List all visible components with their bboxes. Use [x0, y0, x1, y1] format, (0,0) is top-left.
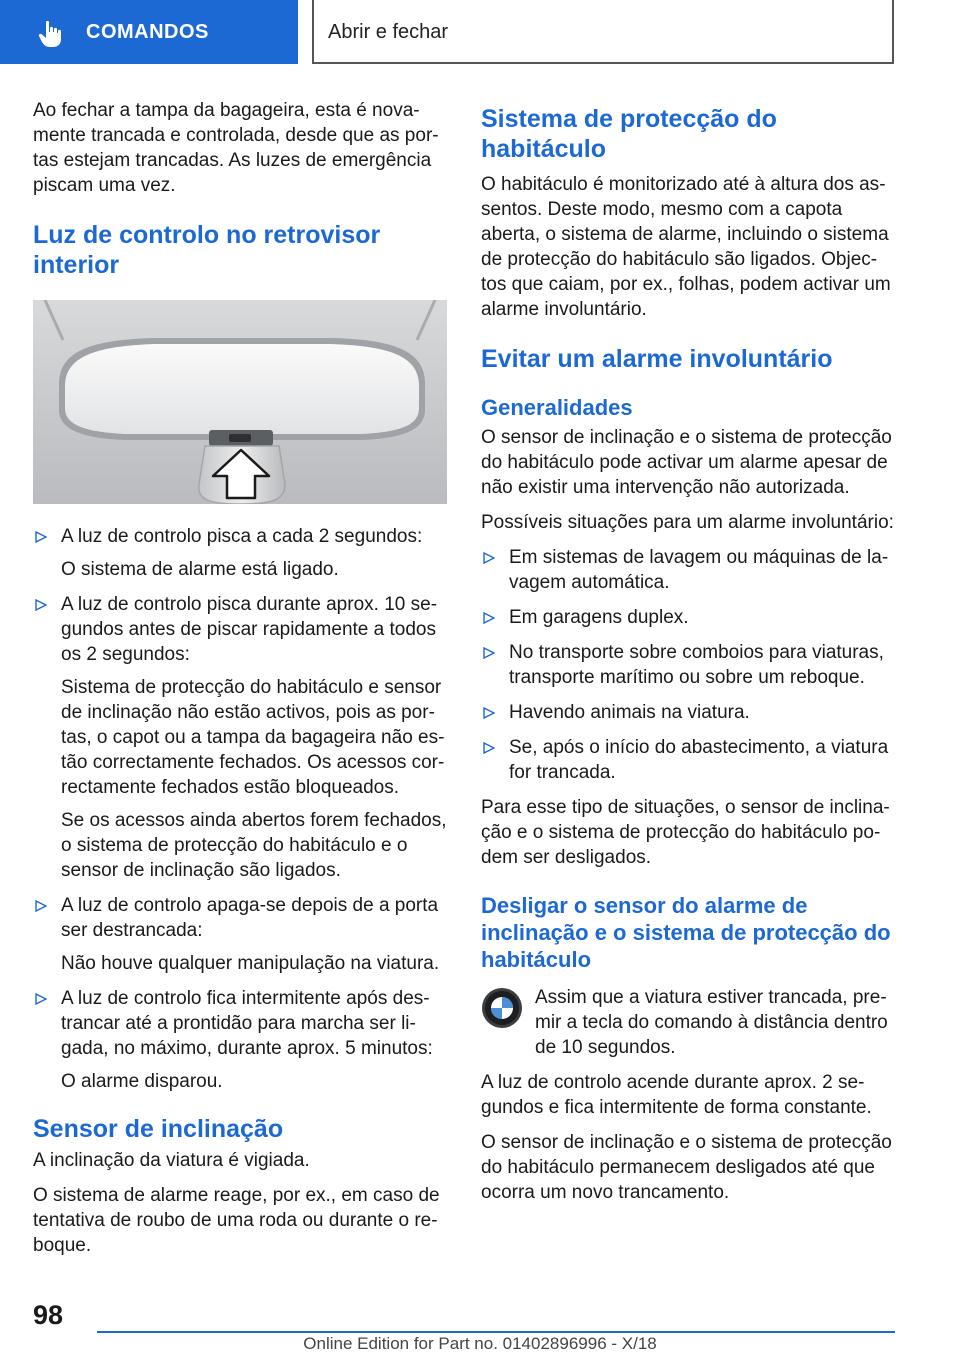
list-item-text: Havendo animais na viatura. — [509, 702, 750, 723]
list-item-text: Se os acessos ainda abertos forem fechados, o sistema de protecção do habitáculo e o sensor de inclinação são ligados. — [61, 810, 447, 881]
triangle-bullet-icon — [35, 993, 47, 1005]
triangle-bullet-icon — [35, 900, 47, 912]
list-item-text: A luz de controlo pisca durante aprox. 10 segundos antes de piscar rapidamente a todos os 2 segundos: — [61, 594, 438, 665]
switch-paragraph-3: O sensor de inclinação e o sistema de protecção do habitáculo permanecem desligados até que ocorra um novo trancamento. — [481, 1132, 892, 1203]
list-item-text: O alarme disparou. — [61, 1071, 223, 1092]
triangle-bullet-icon — [483, 612, 495, 624]
list-item-text: O sistema de alarme está ligado. — [61, 559, 339, 580]
triangle-bullet-icon — [35, 531, 47, 543]
list-item — [33, 893, 447, 976]
false-alarm-list — [481, 545, 895, 785]
heading-avoid-alarm: Evitar um alarme involuntário — [481, 345, 833, 373]
list-item-text: A luz de controlo fica intermitente após destrancar até a prontidão para marcha ser ligada, no máximo, durante aprox. 5 minutos: — [61, 988, 433, 1059]
list-item — [481, 640, 895, 690]
right-column — [481, 98, 895, 1215]
switch-paragraph-1: Assim que a viatura estiver trancada, premir a tecla do comando à distância dentro de 10 segundos. — [535, 987, 888, 1058]
list-item-text: No transporte sobre comboios para viaturas, transporte marítimo ou sobre um reboque. — [509, 642, 884, 688]
subheading-switch-off: Desligar o sensor do alarme de inclinação e o sistema de protecção do habitáculo — [481, 893, 891, 972]
general-paragraph-2: Possíveis situações para um alarme involuntário: — [481, 512, 894, 533]
list-item — [33, 986, 447, 1094]
list-item — [481, 545, 895, 595]
triangle-bullet-icon — [35, 599, 47, 611]
list-item — [33, 592, 447, 883]
triangle-bullet-icon — [483, 707, 495, 719]
triangle-bullet-icon — [483, 647, 495, 659]
section-title: COMANDOS — [86, 21, 209, 43]
hand-pointer-icon — [38, 20, 64, 48]
heading-interior-protection: Sistema de protecção do habitáculo — [481, 105, 777, 163]
mirror-light-list — [33, 524, 447, 1094]
heading-tilt-sensor: Sensor de inclinação — [33, 1115, 284, 1143]
general-paragraph-3: Para esse tipo de situações, o sensor de inclinação e o sistema de protecção do habitáculo podem ser desligados. — [481, 797, 890, 868]
left-column — [33, 98, 447, 1268]
footer-edition: Online Edition for Part no. 01402896996 - X/18 — [303, 1334, 657, 1353]
tilt-paragraph-1: A inclinação da viatura é vigiada. — [33, 1150, 310, 1171]
heading-mirror-light: Luz de controlo no retrovisor interior — [33, 221, 381, 279]
list-item — [481, 605, 895, 630]
section-tab — [0, 0, 298, 64]
list-item-text: Em sistemas de lavagem ou máquinas de lavagem automática. — [509, 547, 889, 593]
topic-box — [312, 0, 894, 64]
general-paragraph-1: O sensor de inclinação e o sistema de protecção do habitáculo pode activar um alarme apesar de não existir uma intervenção não autorizada. — [481, 427, 892, 498]
list-item — [481, 700, 895, 725]
subheading-general: Generalidades — [481, 395, 633, 420]
interior-paragraph: O habitáculo é monitorizado até à altura dos assentos. Deste modo, mesmo com a capota aberta, o sistema de alarme, incluindo o sistema de protecção do habitáculo são ligados. Objectos que caiam, por ex., folhas, podem activar um alarme involuntário. — [481, 174, 891, 320]
switch-paragraph-2: A luz de controlo acende durante aprox. 2 segundos e fica intermitente de forma constante. — [481, 1072, 872, 1118]
intro-paragraph: Ao fechar a tampa da bagageira, esta é novamente trancada e controlada, desde que as portas estejam trancadas. As luzes de emergência piscam uma vez. — [33, 100, 439, 196]
list-item — [481, 735, 895, 785]
list-item-text: Sistema de protecção do habitáculo e sensor de inclinação não estão activos, pois as portas, o capot ou a tampa da bagageira não estão correctamente fechados. Os acessos correctamente fechados estão bloqueados. — [61, 677, 445, 798]
page-number: 98 — [33, 1300, 64, 1330]
list-item-text: A luz de controlo apaga-se depois de a porta ser destrancada: — [61, 895, 439, 941]
list-item-text: Se, após o início do abastecimento, a viatura for trancada. — [509, 737, 889, 783]
list-item-text: A luz de controlo pisca a cada 2 segundos: — [61, 526, 423, 547]
list-item — [33, 524, 447, 582]
rearview-mirror-illustration — [33, 300, 447, 504]
footer-divider — [97, 1331, 895, 1333]
topic-title: Abrir e fechar — [328, 21, 449, 43]
key-instruction — [481, 985, 895, 1060]
bmw-key-icon — [481, 987, 523, 1029]
list-item-text: Em garagens duplex. — [509, 607, 689, 628]
tilt-paragraph-2: O sistema de alarme reage, por ex., em caso de tentativa de roubo de uma roda ou durante o reboque. — [33, 1185, 440, 1256]
triangle-bullet-icon — [483, 552, 495, 564]
page-header — [0, 0, 960, 66]
triangle-bullet-icon — [483, 742, 495, 754]
list-item-text: Não houve qualquer manipulação na viatura. — [61, 953, 440, 974]
